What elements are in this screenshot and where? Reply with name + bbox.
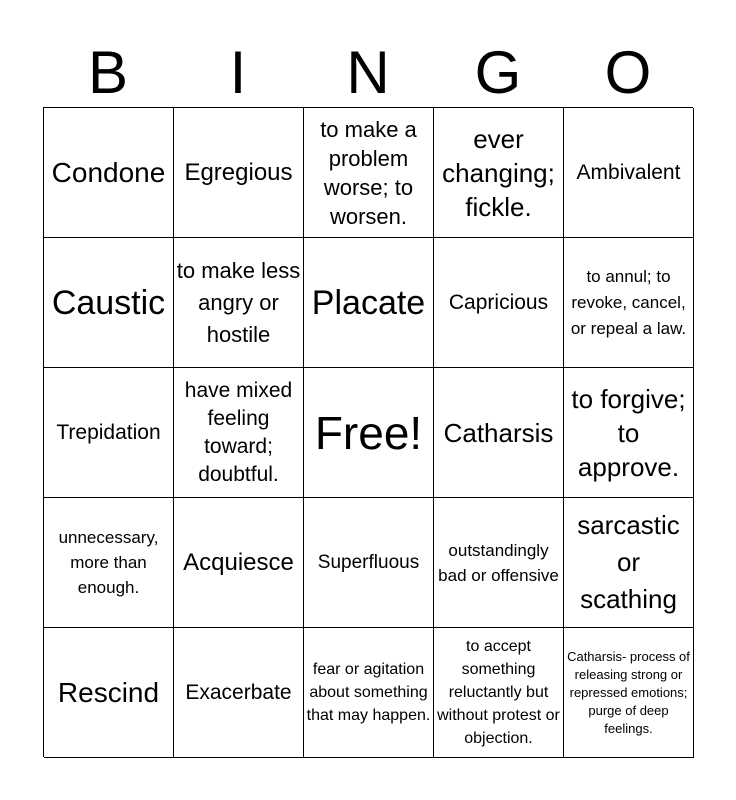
bingo-cell-r5-c2[interactable] — [174, 628, 304, 758]
bingo-cell-r5-c5[interactable] — [564, 628, 694, 758]
cell-text: Exacerbate — [185, 680, 292, 704]
cell-text: Caustic — [51, 283, 166, 322]
cell-text: Catharsis — [443, 417, 554, 448]
bingo-cell-r4-c2[interactable] — [174, 498, 304, 628]
header-letter-n: N — [346, 39, 390, 106]
cell-text: Catharsis- process of releasing strong or repressed emotions; purge of deep feelings. — [567, 648, 690, 736]
bingo-cell-r3-c3[interactable] — [304, 368, 434, 498]
cell-text: Ambivalent — [576, 160, 681, 184]
bingo-cell-r1-c2[interactable] — [174, 108, 304, 238]
bingo-cell-r2-c5[interactable] — [564, 238, 694, 368]
bingo-cell-r2-c4[interactable] — [434, 238, 564, 368]
cell-text: to annul; to revoke, cancel, or repeal a law. — [570, 266, 687, 338]
header-letter-i: I — [229, 39, 247, 106]
bingo-cell-r3-c2[interactable] — [174, 368, 304, 498]
cell-text: Superfluous — [317, 552, 420, 573]
cell-text: unnecessary, more than enough. — [58, 528, 159, 597]
cell-text: Placate — [311, 283, 426, 322]
header-letter-b: B — [87, 39, 129, 106]
cell-text: Egregious — [184, 159, 293, 186]
bingo-cell-r5-c4[interactable] — [434, 628, 564, 758]
cell-text: Condone — [51, 156, 166, 188]
bingo-cell-r2-c3[interactable] — [304, 238, 434, 368]
bingo-header — [43, 38, 693, 108]
cell-text: Rescind — [57, 676, 160, 708]
bingo-cell-r1-c1[interactable] — [44, 108, 174, 238]
cell-text: to make a problem worse; to worsen. — [320, 116, 417, 229]
free-space: Free! — [314, 406, 423, 459]
cell-text: have mixed feeling toward; doubtful. — [184, 378, 293, 486]
bingo-cell-r2-c1[interactable] — [44, 238, 174, 368]
header-letter-o: O — [604, 39, 652, 106]
cell-text: sarcastic or scathing — [577, 510, 680, 614]
bingo-cell-r4-c1[interactable] — [44, 498, 174, 628]
cell-text: Trepidation — [56, 420, 161, 444]
bingo-cell-r5-c1[interactable] — [44, 628, 174, 758]
cell-text: fear or agitation about something that may happen. — [306, 661, 431, 724]
cell-text: Capricious — [448, 290, 549, 314]
bingo-cell-r4-c5[interactable] — [564, 498, 694, 628]
bingo-cell-r4-c4[interactable] — [434, 498, 564, 628]
cell-text: to forgive; to approve. — [571, 383, 686, 482]
bingo-cell-r1-c5[interactable] — [564, 108, 694, 238]
cell-text: Acquiesce — [183, 549, 294, 576]
bingo-cell-r3-c5[interactable] — [564, 368, 694, 498]
bingo-cell-r2-c2[interactable] — [174, 238, 304, 368]
bingo-cell-r5-c3[interactable] — [304, 628, 434, 758]
bingo-cell-r1-c4[interactable] — [434, 108, 564, 238]
cell-text: to make less angry or hostile — [176, 257, 301, 347]
bingo-cell-r1-c3[interactable] — [304, 108, 434, 238]
cell-text: ever changing; fickle. — [442, 123, 555, 222]
bingo-cell-r3-c1[interactable] — [44, 368, 174, 498]
bingo-cell-r4-c3[interactable] — [304, 498, 434, 628]
bingo-card-grid — [43, 107, 693, 757]
bingo-cell-r3-c4[interactable] — [434, 368, 564, 498]
cell-text: to accept something reluctantly but without protest or objection. — [437, 638, 560, 747]
header-letter-g: G — [474, 39, 522, 106]
cell-text: outstandingly bad or offensive — [438, 540, 559, 585]
